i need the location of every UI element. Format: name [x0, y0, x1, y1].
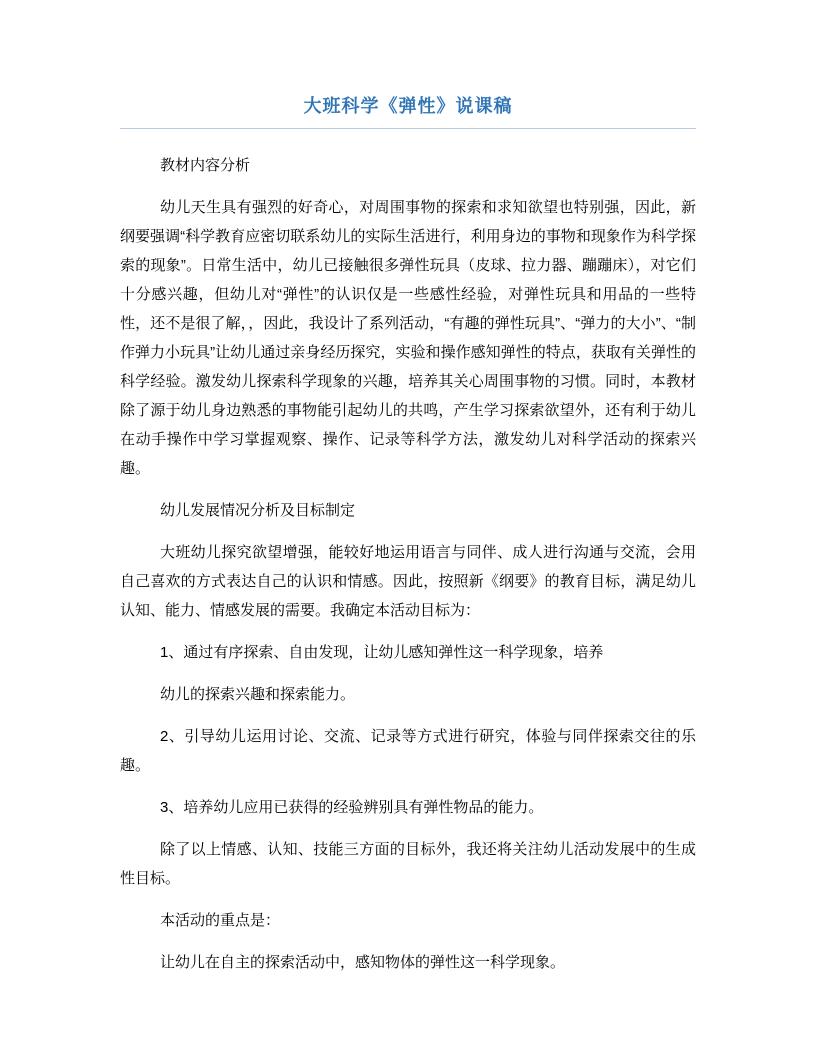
- paragraph-section-heading: 幼儿发展情况分析及目标制定: [160, 502, 356, 519]
- paragraph-goal-1: 1、通过有序探索、自由发现，让幼儿感知弹性这一科学现象，培养: [160, 644, 604, 661]
- paragraph-generative-goal: 除了以上情感、认知、技能三方面的目标外，我还将关注幼儿活动发展中的生成性目标。: [120, 841, 696, 887]
- paragraph-goal-1-continued: 幼儿的探索兴趣和探索能力。: [160, 686, 356, 703]
- paragraph-development-analysis: 大班幼儿探究欲望增强，能较好地运用语言与同伴、成人进行沟通与交流，会用自己喜欢的方式表达自己的认识和情感。因此，按照新《纲要》的教育目标，满足幼儿认知、能力、情感发展的需要。我确定本活动目标为：: [120, 544, 696, 619]
- paragraph-section-heading: 教材内容分析: [160, 157, 251, 174]
- paragraph-goal-3: 3、培养幼儿应用已获得的经验辨别具有弹性物品的能力。: [160, 799, 544, 816]
- paragraph-focus-content: 让幼儿在自主的探索活动中，感知物体的弹性这一科学现象。: [160, 954, 566, 971]
- title-divider: [120, 128, 696, 129]
- document-body: [120, 151, 696, 977]
- paragraph-material-analysis: 幼儿天生具有强烈的好奇心，对周围事物的探索和求知欲望也特别强，因此，新纲要强调“科学教育应密切联系幼儿的实际生活进行，利用身边的事物和现象作为科学探索的现象”。日常生活中，幼儿已接触很多弹性玩具（皮球、拉力器、蹦蹦床），对它们十分感兴趣，但幼儿对“弹性”的认识仅是一些感性经验，对弹性玩具和用品的一些特性，还不是很了解，，因此，我设计了系列活动，“有趣的弹性玩具”、“弹力的大小”、“制作弹力小玩具”让幼儿通过亲身经历探究，实验和操作感知弹性的特点，获取有关弹性的科学经验。激发幼儿探索科学现象的兴趣，培养其关心周围事物的习惯。同时，本教材除了源于幼儿身边熟悉的事物能引起幼儿的共鸣，产生学习探索欲望外，还有利于幼儿在动手操作中学习掌握观察、操作、记录等科学方法，激发幼儿对科学活动的探索兴趣。: [120, 199, 696, 477]
- paragraph-focus-heading: 本活动的重点是：: [160, 912, 281, 929]
- paragraph-goal-2: 2、引导幼儿运用讨论、交流、记录等方式进行研究，体验与同伴探索交往的乐趣。: [120, 728, 696, 774]
- document-title: 大班科学《弹性》说课稿: [303, 96, 513, 116]
